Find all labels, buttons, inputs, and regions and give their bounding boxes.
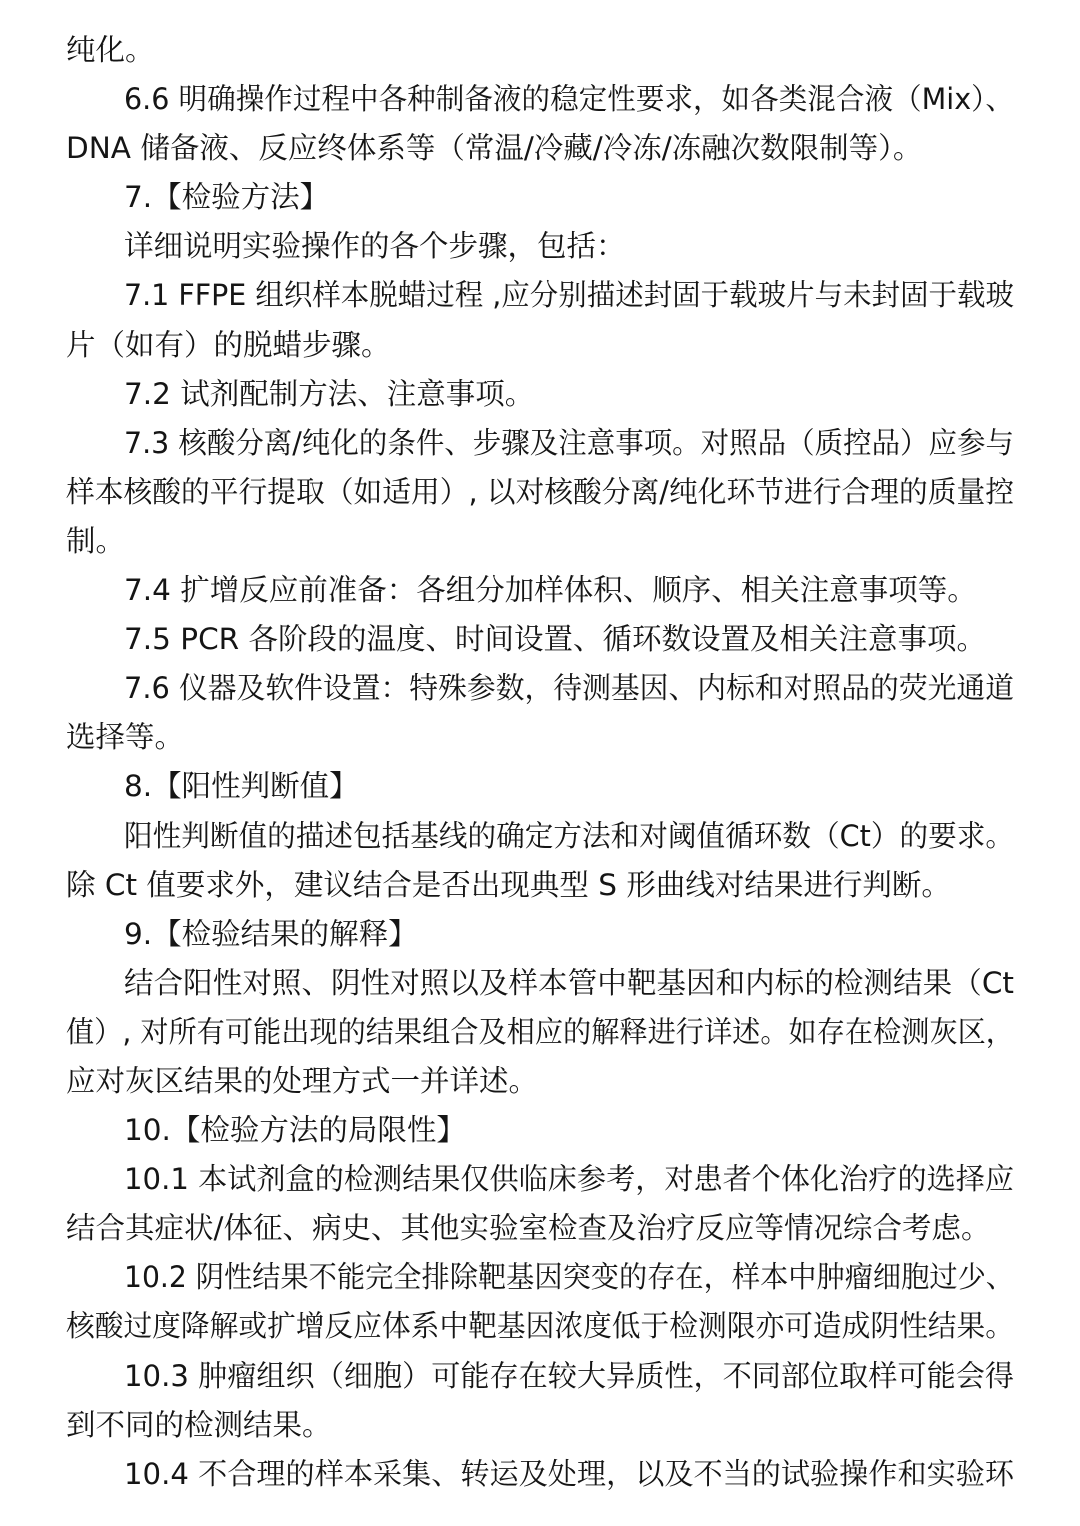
text-line bbox=[66, 1204, 1014, 1253]
section-heading-7 bbox=[66, 173, 1014, 222]
text-line bbox=[66, 959, 1014, 1008]
text-line bbox=[66, 1352, 1014, 1401]
line-text: 样本核酸的平行提取（如适用）, 以对核酸分离/纯化环节进行合理的质量控 bbox=[66, 474, 1014, 509]
paragraph-7-5 bbox=[66, 615, 1014, 664]
line-text: 到不同的检测结果。 bbox=[66, 1407, 332, 1442]
line-text: 7.6 仪器及软件设置：特殊参数，待测基因、内标和对照品的荧光通道 bbox=[124, 671, 1014, 706]
text-line bbox=[66, 124, 1014, 173]
text-line bbox=[66, 26, 1014, 75]
line-text: 制。 bbox=[66, 523, 126, 558]
text-line bbox=[66, 910, 1014, 959]
paragraph-10-2 bbox=[66, 1253, 1014, 1351]
text-line bbox=[66, 173, 1014, 222]
paragraph-7-intro bbox=[66, 222, 1014, 271]
document-body bbox=[66, 26, 1014, 1499]
text-line bbox=[66, 222, 1014, 271]
line-text: 除 Ct 值要求外，建议结合是否出现典型 S 形曲线对结果进行判断。 bbox=[66, 867, 951, 902]
paragraph-7-2 bbox=[66, 370, 1014, 419]
paragraph-10-3 bbox=[66, 1352, 1014, 1450]
section-heading-9 bbox=[66, 910, 1014, 959]
line-text: 10.4 不合理的样本采集、转运及处理，以及不当的试验操作和实验环 bbox=[124, 1456, 1014, 1491]
line-text: DNA 储备液、反应终体系等（常温/冷藏/冷冻/冻融次数限制等）。 bbox=[66, 131, 923, 166]
text-line bbox=[66, 1401, 1014, 1450]
line-text: 值）, 对所有可能出现的结果组合及相应的解释进行详述。如存在检测灰区， bbox=[66, 1014, 1014, 1049]
text-line bbox=[66, 75, 1014, 124]
line-text: 纯化。 bbox=[66, 33, 155, 67]
paragraph-9-body bbox=[66, 959, 1014, 1106]
heading-text: 9.【检验结果的解释】 bbox=[124, 916, 418, 951]
section-heading-8 bbox=[66, 762, 1014, 811]
text-line bbox=[66, 762, 1014, 811]
line-text: 7.2 试剂配制方法、注意事项。 bbox=[124, 376, 535, 411]
text-line bbox=[66, 1057, 1014, 1106]
line-text: 结合阳性对照、阴性对照以及样本管中靶基因和内标的检测结果（Ct bbox=[124, 965, 1014, 1000]
text-line bbox=[66, 517, 1014, 566]
text-line bbox=[66, 615, 1014, 664]
paragraph-6-5-tail bbox=[66, 26, 1014, 75]
line-text: 6.6 明确操作过程中各种制备液的稳定性要求，如各类混合液（Mix）、 bbox=[124, 82, 1014, 117]
line-text: 应对灰区结果的处理方式一并详述。 bbox=[66, 1063, 539, 1098]
text-line bbox=[66, 1302, 1014, 1351]
paragraph-6-6 bbox=[66, 75, 1014, 173]
paragraph-7-1 bbox=[66, 271, 1014, 369]
line-text: 10.3 肿瘤组织（细胞）可能存在较大异质性，不同部位取样可能会得 bbox=[124, 1358, 1014, 1393]
paragraph-8-body bbox=[66, 812, 1014, 910]
text-line bbox=[66, 271, 1014, 320]
paragraph-7-4 bbox=[66, 566, 1014, 615]
paragraph-10-1 bbox=[66, 1155, 1014, 1253]
line-text: 7.3 核酸分离/纯化的条件、步骤及注意事项。对照品（质控品）应参与 bbox=[124, 425, 1014, 460]
line-text: 详细说明实验操作的各个步骤，包括： bbox=[124, 229, 626, 264]
text-line bbox=[66, 468, 1014, 517]
heading-text: 8.【阳性判断值】 bbox=[124, 769, 359, 804]
text-line bbox=[66, 1106, 1014, 1155]
line-text: 7.5 PCR 各阶段的温度、时间设置、循环数设置及相关注意事项。 bbox=[124, 622, 987, 657]
line-text: 10.1 本试剂盒的检测结果仅供临床参考，对患者个体化治疗的选择应 bbox=[124, 1162, 1014, 1197]
heading-text: 7.【检验方法】 bbox=[124, 180, 330, 215]
text-line bbox=[66, 812, 1014, 861]
text-line bbox=[66, 713, 1014, 762]
text-line bbox=[66, 1155, 1014, 1204]
text-line bbox=[66, 419, 1014, 468]
line-text: 选择等。 bbox=[66, 720, 185, 755]
paragraph-7-3 bbox=[66, 419, 1014, 566]
heading-text: 10.【检验方法的局限性】 bbox=[124, 1113, 466, 1148]
text-line bbox=[66, 321, 1014, 370]
line-text: 阳性判断值的描述包括基线的确定方法和对阈值循环数（Ct）的要求。 bbox=[124, 818, 1014, 853]
line-text: 结合其症状/体征、病史、其他实验室检查及治疗反应等情况综合考虑。 bbox=[66, 1211, 991, 1246]
line-text: 7.4 扩增反应前准备：各组分加样体积、顺序、相关注意事项等。 bbox=[124, 573, 977, 608]
text-line bbox=[66, 1450, 1014, 1499]
paragraph-10-4 bbox=[66, 1450, 1014, 1499]
text-line bbox=[66, 664, 1014, 713]
text-line bbox=[66, 370, 1014, 419]
line-text: 片（如有）的脱蜡步骤。 bbox=[66, 327, 391, 362]
line-text: 7.1 FFPE 组织样本脱蜡过程 ,应分别描述封固于载玻片与未封固于载玻 bbox=[124, 278, 1014, 313]
paragraph-7-6 bbox=[66, 664, 1014, 762]
section-heading-10 bbox=[66, 1106, 1014, 1155]
text-line bbox=[66, 566, 1014, 615]
line-text: 核酸过度降解或扩增反应体系中靶基因浓度低于检测限亦可造成阴性结果。 bbox=[66, 1309, 1014, 1344]
text-line bbox=[66, 1008, 1014, 1057]
text-line bbox=[66, 861, 1014, 910]
text-line bbox=[66, 1253, 1014, 1302]
line-text: 10.2 阴性结果不能完全排除靶基因突变的存在，样本中肿瘤细胞过少、 bbox=[124, 1260, 1014, 1295]
